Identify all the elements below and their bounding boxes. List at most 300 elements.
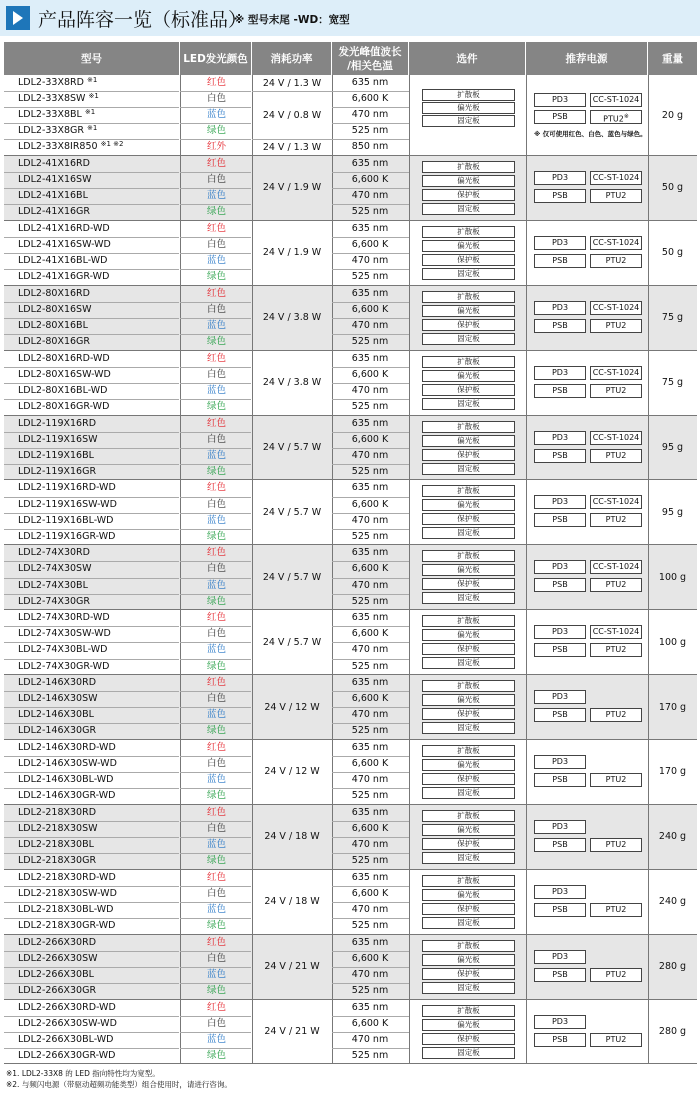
model-text: LDL2-218X30GR-WD [18,920,116,932]
option-badge: 固定板 [422,203,515,215]
led-color: 红色 [206,222,226,234]
option-badge: 固定板 [422,268,515,280]
model-name [18,253,180,269]
option-badge: 扩散板 [422,615,515,627]
row-divider [332,367,409,368]
model-text: LDL2-41X16GR-WD [18,271,110,283]
option-badge: 偏光板 [422,240,515,252]
led-color: 白色 [206,693,226,705]
psu-pd3: PD3 [534,236,586,250]
model-name [18,1048,180,1064]
model-name [18,302,180,318]
model-text: LDL2-33X8IR850 [18,141,98,153]
row-divider [332,578,409,579]
wavelength: 470 nm [351,709,389,721]
row-divider [180,318,251,319]
weight-value: 50 g [661,182,684,194]
model-text: LDL2-74X30GR [18,595,91,607]
row-divider [332,642,409,643]
options-cell [409,1000,525,1064]
row-divider [4,983,179,984]
row-divider [4,448,179,449]
row-divider [4,318,179,319]
model-name [18,837,180,853]
product-group [4,675,697,740]
psu-psb: PSB [534,254,586,268]
model-text: LDL2-41X16BL-WD [18,255,108,267]
arrow-icon [6,6,30,30]
led-color: 绿色 [206,336,226,348]
psu-psb: PSB [534,578,586,592]
psu-ptu2: PTU2 [590,903,642,917]
weight-value: 280 g [658,1026,687,1038]
model-text: LDL2-146X30BL [18,709,94,721]
psu-pd3: PD3 [534,820,586,834]
led-color: 白色 [206,887,226,899]
wavelength: 470 nm [351,903,389,915]
col-wavelength: 发光峰值波长 /相关色温 [332,42,409,75]
weight-value: 75 g [661,312,684,324]
footnote-1: ※1. LDL2-33X8 的 LED 指向特性均为宽型。 [6,1069,160,1078]
row-divider [4,788,179,789]
led-color: 蓝色 [206,319,226,331]
led-color: 蓝色 [206,579,226,591]
wavelength: 6,600 K [351,823,389,834]
footnote-mark: ※1 [84,108,96,117]
wavelength: 635 nm [351,287,389,299]
psu-cell [526,610,647,674]
model-name [18,691,180,707]
model-name [18,156,180,172]
psu-psb: PSB [534,449,586,463]
wavelength: 525 nm [351,984,389,996]
psu-ptu2: PTU2 [590,578,642,592]
weight-value: 240 g [658,831,687,843]
power-value: 24 V / 18 W [264,831,320,843]
led-color: 白色 [206,174,226,186]
model-text: LDL2-80X16GR [18,336,91,348]
model-text: LDL2-74X30SW-WD [18,628,111,640]
row-divider [332,172,409,173]
row-divider [180,497,251,498]
model-text: LDL2-146X30RD-WD [18,742,116,754]
row-divider [252,91,332,92]
model-name [18,723,180,739]
row-divider [4,399,179,400]
model-text: LDL2-41X16SW-WD [18,238,111,250]
row-divider [180,918,251,919]
led-color: 绿色 [206,465,226,477]
row-divider [4,886,179,887]
row-divider [4,188,179,189]
row-divider [4,837,179,838]
model-text: LDL2-146X30GR [18,725,97,737]
psu-ptu2: PTU2 [590,449,642,463]
weight-value: 100 g [658,571,687,583]
row-divider [332,853,409,854]
option-badge: 偏光板 [422,759,515,771]
model-name [18,480,180,496]
options-cell [409,805,525,869]
model-text: LDL2-218X30RD-WD [18,871,116,883]
row-divider [332,659,409,660]
option-badge: 扩散板 [422,356,515,368]
option-badge: 偏光板 [422,694,515,706]
option-badge: 扩散板 [422,810,515,822]
psu-pd3: PD3 [534,950,586,964]
led-color: 蓝色 [206,644,226,656]
option-badge: 保护板 [422,513,515,525]
product-group [4,610,697,675]
led-color: 蓝色 [206,709,226,721]
option-badge: 扩散板 [422,1005,515,1017]
row-divider [4,951,179,952]
row-divider [4,1016,179,1017]
model-name [18,545,180,561]
footnote-mark: ※1 ※2 [100,140,124,149]
row-divider [332,497,409,498]
led-color: 绿色 [206,725,226,737]
led-color: 绿色 [206,595,226,607]
power-value: 24 V / 12 W [264,701,320,713]
option-badge: 扩散板 [422,550,515,562]
psu-note: ※ 仅可使用红色、白色、蓝色与绿色。 [534,130,647,138]
model-text: LDL2-119X16RD [18,417,97,429]
row-divider [332,902,409,903]
model-text: LDL2-146X30RD [18,677,97,689]
wavelength: 6,600 K [351,758,389,770]
wavelength: 525 nm [351,400,389,412]
psu-ptu2: PTU2 [590,773,642,787]
row-divider [4,253,179,254]
row-divider [332,756,409,757]
product-group [4,805,697,870]
led-color: 红外 [206,141,226,153]
product-group [4,870,697,935]
product-group [4,156,697,221]
row-divider [180,123,251,124]
wavelength: 6,600 K [351,693,389,705]
option-badge: 偏光板 [422,824,515,836]
row-divider [180,1016,251,1017]
model-name [18,821,180,837]
psu-ptu2: PTU2 [590,319,642,333]
wavelength: 470 nm [351,839,389,851]
model-name [18,1016,180,1032]
row-divider [180,432,251,433]
model-text: LDL2-146X30GR-WD [18,790,116,802]
row-divider [4,367,179,368]
model-name [18,610,180,626]
row-divider [4,172,179,173]
row-divider [180,983,251,984]
led-color: 蓝色 [206,774,226,786]
model-name [18,416,180,432]
table-header [4,42,697,75]
options-cell [409,610,525,674]
footnote-mark: ※1 [88,92,99,101]
model-text: LDL2-33X8GR [18,125,84,137]
model-name [18,334,180,350]
row-divider [180,204,251,205]
power-value: 24 V / 3.8 W [262,377,322,389]
psu-ptu2-label: PTU2 [603,114,624,124]
led-color: 蓝色 [206,968,226,980]
power-value: 24 V / 5.7 W [262,636,322,648]
product-group [4,221,697,286]
model-name [18,594,180,610]
model-name [18,432,180,448]
row-divider [4,853,179,854]
led-color: 绿色 [206,400,226,412]
row-divider [180,788,251,789]
row-divider [332,918,409,919]
product-group [4,480,697,545]
model-name [18,351,180,367]
model-name [18,870,180,886]
led-color: 蓝色 [206,449,226,461]
psu-ptu2: PTU2 [590,189,642,203]
led-color: 蓝色 [206,903,226,915]
options-cell [409,740,525,804]
psu-psb: PSB [534,708,586,722]
led-color: 蓝色 [206,109,226,121]
psu-pd3: PD3 [534,885,586,899]
header-note: ※ 型号末尾 -WD：宽型 [234,14,350,26]
psu-cell [526,740,647,804]
wavelength: 635 nm [351,936,389,948]
footnote-mark: ※1 [87,124,98,133]
product-group [4,286,697,351]
option-badge: 保护板 [422,254,515,266]
row-divider [332,204,409,205]
row-divider [4,691,179,692]
model-text: LDL2-80X16SW-WD [18,368,111,380]
led-color: 绿色 [206,855,226,867]
product-group [4,351,697,416]
model-name [18,383,180,399]
psu-psb: PSB [534,189,586,203]
psu-psb: PSB [534,319,586,333]
row-divider [332,821,409,822]
model-text: LDL2-218X30BL-WD [18,903,114,915]
led-color: 绿色 [206,984,226,996]
wavelength: 470 nm [351,449,389,461]
psu-pd3: PD3 [534,301,586,315]
row-divider [180,253,251,254]
led-color: 红色 [206,612,226,624]
row-divider [180,821,251,822]
led-color: 红色 [206,936,226,948]
model-text: LDL2-119X16SW-WD [18,498,117,510]
psu-pd3: PD3 [534,366,586,380]
model-text: LDL2-80X16BL-WD [18,384,108,396]
psu-cc-st-1024: CC-ST-1024 [590,560,642,574]
row-divider [332,188,409,189]
model-text: LDL2-74X30RD-WD [18,612,110,624]
row-divider [4,561,179,562]
row-divider [332,513,409,514]
col-psu: 推荐电源 [526,42,648,75]
wavelength: 525 nm [351,595,389,607]
wavelength: 6,600 K [351,563,389,575]
led-color: 白色 [206,238,226,250]
psu-psb: PSB [534,110,586,124]
row-divider [332,1048,409,1049]
wavelength: 6,600 K [351,887,389,899]
wavelength: 525 nm [351,920,389,932]
option-badge: 保护板 [422,449,515,461]
model-name [18,951,180,967]
row-divider [332,302,409,303]
row-divider [180,756,251,757]
wavelength: 635 nm [351,806,389,818]
wavelength: 6,600 K [351,498,389,510]
model-text: LDL2-266X30SW-WD [18,1017,117,1029]
psu-ptu2: PTU2 [590,384,642,398]
model-text: LDL2-218X30RD [18,806,97,818]
model-name [18,497,180,513]
option-badge: 扩散板 [422,89,515,101]
model-text: LDL2-33X8BL [18,109,82,121]
row-divider [332,123,409,124]
led-color: 红色 [206,77,226,88]
row-divider [332,139,409,140]
led-color: 蓝色 [206,384,226,396]
model-text: LDL2-41X16RD [18,158,90,169]
psu-cell [526,870,647,934]
model-text: LDL2-119X16BL-WD [18,514,114,526]
led-color: 绿色 [206,660,226,672]
model-name [18,318,180,334]
option-badge: 偏光板 [422,370,515,382]
psu-pd3: PD3 [534,171,586,185]
row-divider [4,139,179,140]
wavelength: 525 nm [351,530,389,542]
option-badge: 固定板 [422,527,515,539]
options-cell [409,75,525,155]
option-badge: 偏光板 [422,564,515,576]
row-divider [332,561,409,562]
wavelength: 6,600 K [351,433,389,445]
psu-pd3: PD3 [534,755,586,769]
psu-cell [526,480,647,544]
option-badge: 固定板 [422,917,515,929]
options-cell [409,935,525,999]
row-divider [180,367,251,368]
psu-cell [526,416,647,480]
model-text: LDL2-33X8RD [18,77,84,88]
model-text: LDL2-119X16GR [18,465,97,477]
option-badge: 扩散板 [422,875,515,887]
power-value: 24 V / 21 W [264,961,320,973]
model-name [18,204,180,220]
model-text: LDL2-80X16RD [18,287,90,299]
row-divider [180,626,251,627]
row-divider [180,91,251,92]
psu-psb: PSB [534,968,586,982]
row-divider [4,626,179,627]
row-divider [332,951,409,952]
product-group [4,416,697,481]
row-divider [180,107,251,108]
model-name [18,448,180,464]
option-badge: 扩散板 [422,226,515,238]
led-color: 红色 [206,482,226,494]
psu-pd3: PD3 [534,93,586,107]
row-divider [180,383,251,384]
wavelength: 470 nm [351,579,389,591]
led-color: 蓝色 [206,255,226,267]
psu-pd3: PD3 [534,1015,586,1029]
wavelength: 6,600 K [351,628,389,640]
options-cell [409,286,525,350]
option-badge: 偏光板 [422,175,515,187]
model-text: LDL2-266X30GR-WD [18,1049,116,1061]
col-led-color: LED发光颜色 [180,42,252,75]
row-divider [4,642,179,643]
row-divider [4,464,179,465]
row-divider [180,707,251,708]
option-badge: 固定板 [422,115,515,127]
option-badge: 固定板 [422,787,515,799]
wavelength: 635 nm [351,417,389,429]
model-text: LDL2-41X16BL [18,190,88,202]
wavelength: 635 nm [351,77,389,88]
psu-ptu2: PTU2 [590,968,642,982]
led-color: 红色 [206,158,226,169]
row-divider [4,513,179,514]
wavelength: 470 nm [351,109,389,121]
led-color: 白色 [206,952,226,964]
row-divider [332,837,409,838]
row-divider [332,107,409,108]
psu-ptu2: PTU2 [590,254,642,268]
psu-pd3: PD3 [534,495,586,509]
options-cell [409,675,525,739]
row-divider [332,691,409,692]
psu-cell [526,286,647,350]
row-divider [332,448,409,449]
model-text: LDL2-74X30BL-WD [18,644,108,656]
options-cell [409,416,525,480]
psu-psb: PSB [534,903,586,917]
col-power: 消耗功率 [252,42,332,75]
psu-cell [526,351,647,415]
options-cell [409,351,525,415]
led-color: 绿色 [206,1049,226,1061]
row-divider [332,399,409,400]
model-text: LDL2-74X30RD [18,547,90,559]
wavelength: 635 nm [351,482,389,494]
row-divider [332,594,409,595]
row-divider [180,302,251,303]
option-badge: 扩散板 [422,291,515,303]
model-text: LDL2-266X30BL [18,968,94,980]
page-header [0,0,700,36]
model-text: LDL2-266X30GR [18,984,97,996]
led-color: 绿色 [206,271,226,283]
model-name [18,675,180,691]
model-name [18,561,180,577]
wavelength: 6,600 K [351,952,389,964]
model-text: LDL2-146X30SW-WD [18,758,117,770]
row-divider [332,334,409,335]
row-divider [4,967,179,968]
wavelength: 635 nm [351,547,389,559]
model-text: LDL2-80X16BL [18,319,88,331]
wavelength: 470 nm [351,384,389,396]
